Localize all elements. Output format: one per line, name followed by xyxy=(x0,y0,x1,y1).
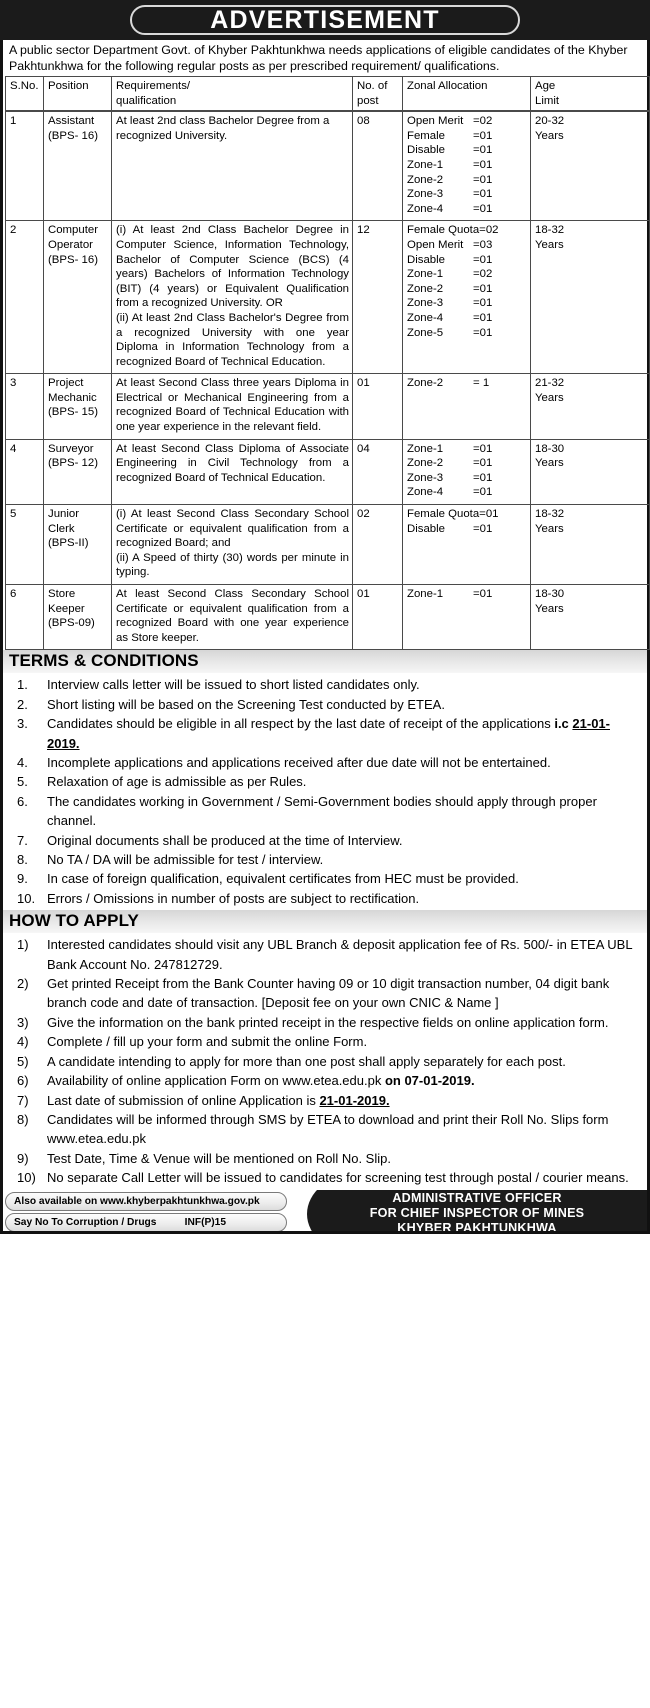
zonal-row xyxy=(407,442,527,457)
cell-age-limit xyxy=(531,111,650,221)
how-to-apply-item-number: 7) xyxy=(17,1092,29,1108)
cell-requirements xyxy=(112,111,353,221)
zonal-label: Disable xyxy=(407,253,445,266)
position-line: Clerk xyxy=(48,522,75,535)
cell-no-of-post: 12 xyxy=(353,221,403,374)
requirements-text: At least 2nd class Bachelor Degree from a recognized University. xyxy=(116,115,330,142)
terms-item xyxy=(9,889,639,908)
table-row xyxy=(6,374,650,439)
header-age-limit xyxy=(531,77,650,112)
table-row xyxy=(6,439,650,504)
how-to-apply-item-text: Complete / fill up your form and submit the online Form. xyxy=(47,1034,368,1050)
how-to-apply-title: HOW TO APPLY xyxy=(9,911,139,931)
zonal-row xyxy=(407,485,527,500)
zonal-value: =01 xyxy=(473,326,493,339)
zonal-label: Zone-4 xyxy=(407,311,444,324)
requirements-text-secondary: (ii) A Speed of thirty (30) words per minute in typing. xyxy=(116,551,349,579)
zonal-value: = 1 xyxy=(473,377,490,390)
terms-item-text: In case of foreign qualification, equivalent certificates from HEC must be provided. xyxy=(47,871,519,887)
zonal-row xyxy=(407,522,527,537)
position-line: Keeper xyxy=(48,602,85,615)
also-available-badge xyxy=(5,1192,287,1211)
intro-paragraph: A public sector Department Govt. of Khyber Pakhtunkhwa needs applications of eligible candidates of the Khyber Pakhtunkhwa for the following regular posts as per prescribed requirement/ qualifications. xyxy=(0,40,650,76)
cell-no-of-post: 08 xyxy=(353,111,403,221)
zonal-row xyxy=(407,282,527,297)
zonal-value: =01 xyxy=(473,297,493,310)
position-line: (BPS-II) xyxy=(48,537,89,550)
zonal-label: Female Quota=02 xyxy=(407,224,499,237)
zonal-row xyxy=(407,456,527,471)
zonal-value: =01 xyxy=(473,282,493,295)
position-line: Computer xyxy=(48,224,99,237)
position-line: Mechanic xyxy=(48,391,97,404)
say-no-text: Say No To Corruption / Drugs xyxy=(14,1216,157,1228)
requirements-text: At least Second Class Diploma of Associate Engineering in Civil Technology from a recognized Board of Technical Education. xyxy=(116,442,349,484)
age-line: 21-32 xyxy=(535,377,565,390)
zonal-label: Zone-1 xyxy=(407,442,444,455)
zonal-value: =02 xyxy=(473,268,493,281)
table-row xyxy=(6,585,650,650)
zonal-value: =01 xyxy=(473,253,493,266)
zonal-value: =01 xyxy=(473,129,493,142)
zonal-value: =01 xyxy=(473,311,493,324)
zonal-row xyxy=(407,296,527,311)
position-line: Assistant xyxy=(48,115,95,128)
terms-section-header xyxy=(0,650,650,673)
terms-item-emphasis: i.c xyxy=(554,716,573,732)
cell-age-limit xyxy=(531,505,650,585)
cell-age-limit xyxy=(531,221,650,374)
terms-item-number: 7. xyxy=(17,832,28,848)
cell-no-of-post: 04 xyxy=(353,439,403,504)
terms-item-number: 3. xyxy=(17,716,28,732)
zonal-label: Disable xyxy=(407,144,445,157)
zonal-value: =01 xyxy=(473,442,493,455)
zonal-label: Disable xyxy=(407,522,445,535)
age-line: 18-32 xyxy=(535,224,565,237)
banner-pill xyxy=(130,5,520,35)
cell-sno: 2 xyxy=(6,221,44,374)
table-row xyxy=(6,111,650,221)
position-line: Project xyxy=(48,377,84,390)
zonal-label: Zone-5 xyxy=(407,326,444,339)
jobs-table-wrapper xyxy=(0,76,650,650)
cell-requirements xyxy=(112,221,353,374)
cell-no-of-post: 02 xyxy=(353,505,403,585)
terms-item xyxy=(9,695,639,714)
header-requirements xyxy=(112,77,353,112)
zonal-row xyxy=(407,507,527,522)
requirements-text: (i) At least Second Class Secondary School Certificate or equivalent qualification from a recognized Board; and xyxy=(116,508,349,550)
terms-item xyxy=(9,831,639,850)
how-to-apply-item-date: 21-01-2019. xyxy=(319,1092,390,1108)
cell-sno: 6 xyxy=(6,585,44,650)
zonal-label: Open Merit xyxy=(407,115,464,128)
signature-line-3: KHYBER PAKHTUNKHWA xyxy=(397,1220,557,1234)
how-to-apply-item-number: 6) xyxy=(17,1073,29,1089)
zonal-label: Zone-1 xyxy=(407,158,444,171)
cell-zonal-allocation xyxy=(403,585,531,650)
page-footer xyxy=(0,1190,650,1234)
position-line: (BPS- 16) xyxy=(48,129,99,142)
terms-item xyxy=(9,753,639,772)
position-line: (BPS- 15) xyxy=(48,406,99,419)
cell-zonal-allocation xyxy=(403,439,531,504)
zonal-label: Female xyxy=(407,129,445,142)
how-to-apply-item-text: No separate Call Letter will be issued to candidates for screening test through postal / courier means. xyxy=(47,1170,629,1186)
zonal-row xyxy=(407,326,527,341)
zonal-row xyxy=(407,267,527,282)
zonal-value: =01 xyxy=(473,522,493,535)
table-row xyxy=(6,505,650,585)
how-to-apply-item xyxy=(9,1091,639,1110)
age-line: Years xyxy=(535,391,564,404)
how-to-apply-item xyxy=(9,1032,639,1051)
signature-block xyxy=(307,1190,647,1234)
cell-no-of-post: 01 xyxy=(353,374,403,439)
cell-age-limit xyxy=(531,439,650,504)
zonal-label: Zone-3 xyxy=(407,297,444,310)
zonal-label: Zone-3 xyxy=(407,471,444,484)
cell-position xyxy=(44,505,112,585)
advertisement-banner xyxy=(0,0,650,40)
terms-item-number: 5. xyxy=(17,774,28,790)
position-line: (BPS- 16) xyxy=(48,253,99,266)
cell-position xyxy=(44,439,112,504)
terms-item-number: 8. xyxy=(17,852,28,868)
terms-item-number: 2. xyxy=(17,696,28,712)
how-to-apply-item-text: Availability of online application Form on www.etea.edu.pk on 07-01-2019. xyxy=(47,1073,475,1089)
position-line: Store xyxy=(48,588,76,600)
how-to-apply-item xyxy=(9,1013,639,1032)
zonal-row xyxy=(407,202,527,217)
how-to-apply-item-text: Last date of submission of online Application is 21-01-2019. xyxy=(47,1092,390,1108)
cell-age-limit xyxy=(531,374,650,439)
how-to-apply-item-text: Interested candidates should visit any UBL Branch & deposit application fee of Rs. 500/- in ETEA UBL Bank Account No. 247812729. xyxy=(47,937,633,972)
terms-item-date: 21-01-2019. xyxy=(47,716,610,751)
signature-line-2: FOR CHIEF INSPECTOR OF MINES xyxy=(369,1205,585,1220)
how-to-apply-item xyxy=(9,1052,639,1071)
age-line: Years xyxy=(535,129,564,142)
how-to-apply-item xyxy=(9,935,639,974)
how-to-apply-item-text: A candidate intending to apply for more than one post shall apply separately for each post. xyxy=(47,1053,566,1069)
position-line: Operator xyxy=(48,238,93,251)
zonal-label: Zone-4 xyxy=(407,486,444,499)
cell-sno: 1 xyxy=(6,111,44,221)
how-to-apply-item xyxy=(9,1071,639,1090)
zonal-value: =01 xyxy=(473,173,493,186)
zonal-label: Zone-2 xyxy=(407,457,444,470)
terms-item-number: 1. xyxy=(17,677,28,693)
zonal-row xyxy=(407,173,527,188)
how-to-apply-item-emphasis: on 07-01-2019. xyxy=(384,1073,475,1089)
zonal-value: =01 xyxy=(473,471,493,484)
terms-item xyxy=(9,772,639,791)
terms-item-text: Interview calls letter will be issued to short listed candidates only. xyxy=(47,677,420,693)
zonal-label: Zone-4 xyxy=(407,202,444,215)
age-line: 20-32 xyxy=(535,115,565,128)
position-line: Surveyor xyxy=(48,442,94,455)
zonal-value: =01 xyxy=(473,486,493,499)
page-title: ADVERTISEMENT xyxy=(210,5,440,34)
how-to-apply-item-text: Get printed Receipt from the Bank Counter having 09 or 10 digit transaction number, 04 digit bank branch code and date of transaction. [Deposit fee on your own CNIC & Name ] xyxy=(47,976,610,1011)
how-to-apply-item-number: 8) xyxy=(17,1111,29,1127)
header-zonal-allocation: Zonal Allocation xyxy=(403,77,531,112)
zonal-row xyxy=(407,471,527,486)
zonal-value: =01 xyxy=(473,158,493,171)
cell-position xyxy=(44,111,112,221)
requirements-text: At least Second Class Secondary School Certificate or equivalent qualification from a recognized Board with one year experience as Store keeper. xyxy=(116,588,349,644)
terms-item xyxy=(9,792,639,831)
cell-requirements xyxy=(112,374,353,439)
age-line: 18-30 xyxy=(535,442,565,455)
terms-item xyxy=(9,869,639,888)
header-sno: S.No. xyxy=(6,77,44,112)
terms-title: TERMS & CONDITIONS xyxy=(9,651,199,671)
terms-item-number: 6. xyxy=(17,793,28,809)
zonal-label: Female Quota=01 xyxy=(407,508,499,521)
age-line: 18-30 xyxy=(535,588,565,600)
how-to-apply-item-number: 3) xyxy=(17,1014,29,1030)
terms-item-number: 9. xyxy=(17,871,28,887)
header-age-l2: Limit xyxy=(535,94,560,107)
zonal-label: Zone-3 xyxy=(407,188,444,201)
zonal-label: Zone-1 xyxy=(407,268,444,281)
zonal-value: =02 xyxy=(473,115,493,128)
zonal-label: Open Merit xyxy=(407,238,464,251)
terms-item-text: Original documents shall be produced at the time of Interview. xyxy=(47,832,403,848)
cell-position xyxy=(44,221,112,374)
say-no-badge xyxy=(5,1213,287,1232)
cell-requirements xyxy=(112,585,353,650)
cell-requirements xyxy=(112,505,353,585)
terms-item-text: Candidates should be eligible in all respect by the last date of receipt of the applications i.c 21-01-2019. xyxy=(47,716,610,751)
how-to-apply-item-text: Test Date, Time & Venue will be mentioned on Roll No. Slip. xyxy=(47,1150,391,1166)
how-to-apply-item xyxy=(9,1149,639,1168)
zonal-label: Zone-2 xyxy=(407,173,444,186)
terms-item-text: Incomplete applications and applications received after due date will not be entertained. xyxy=(47,755,551,770)
cell-position xyxy=(44,585,112,650)
requirements-text: (i) At least 2nd Class Bachelor Degree in Computer Science, Information Technology, Bachelor of Computer Science (BCS) (4 years) Bachelors of Information Technology (BIT) (4 years) or Equivalent Qualification from a recognized University. OR xyxy=(116,224,349,310)
how-to-apply-list xyxy=(0,933,650,1189)
zonal-value: =01 xyxy=(473,202,493,215)
cell-requirements xyxy=(112,439,353,504)
how-to-apply-item-number: 2) xyxy=(17,976,29,992)
terms-list xyxy=(0,673,650,910)
requirements-text: At least Second Class three years Diploma in Electrical or Mechanical Engineering from a recognized Board of Technical Education with one year experience in the relevant field. xyxy=(116,377,349,434)
header-position: Position xyxy=(44,77,112,112)
zonal-row xyxy=(407,223,527,238)
header-no-of-post xyxy=(353,77,403,112)
zonal-row xyxy=(407,158,527,173)
requirements-text-secondary: (ii) At least 2nd Class Bachelor's Degree from a recognized University with one year Diploma in Information Technology from a recognized Board of Technical Education. xyxy=(116,311,349,368)
cell-sno: 3 xyxy=(6,374,44,439)
header-requirements-l1: Requirements/ xyxy=(116,80,191,92)
zonal-row xyxy=(407,587,527,602)
terms-item-text: No TA / DA will be admissible for test / interview. xyxy=(47,852,324,868)
header-requirements-l2: qualification xyxy=(116,94,177,107)
signature-line-1: ADMINISTRATIVE OFFICER xyxy=(392,1190,562,1205)
how-to-apply-item xyxy=(9,974,639,1013)
terms-item xyxy=(9,714,639,753)
position-line: (BPS- 12) xyxy=(48,457,99,470)
cell-age-limit xyxy=(531,585,650,650)
age-line: 18-32 xyxy=(535,508,565,521)
zonal-value: =01 xyxy=(473,188,493,201)
inf-code: INF(P)15 xyxy=(184,1216,226,1228)
zonal-value: =03 xyxy=(473,238,493,251)
age-line: Years xyxy=(535,238,564,251)
zonal-row xyxy=(407,311,527,326)
zonal-value: =01 xyxy=(473,588,493,600)
cell-zonal-allocation xyxy=(403,221,531,374)
terms-item-text: Relaxation of age is admissible as per Rules. xyxy=(47,774,307,790)
how-to-apply-item-number: 5) xyxy=(17,1053,29,1069)
age-line: Years xyxy=(535,602,564,615)
terms-item xyxy=(9,850,639,869)
table-row xyxy=(6,221,650,374)
also-available-text: Also available on www.khyberpakhtunkhwa.gov.pk xyxy=(14,1195,260,1207)
how-to-apply-item xyxy=(9,1168,639,1187)
age-line: Years xyxy=(535,457,564,470)
terms-item-text: The candidates working in Government / Semi-Government bodies should apply through proper channel. xyxy=(47,793,597,829)
cell-sno: 5 xyxy=(6,505,44,585)
header-no-of-post-l1: No. of xyxy=(357,80,388,92)
terms-item-text: Short listing will be based on the Screening Test conducted by ETEA. xyxy=(47,696,445,712)
age-line: Years xyxy=(535,522,564,535)
how-to-apply-item-text: Give the information on the bank printed receipt in the respective fields on online application form. xyxy=(47,1014,609,1030)
position-line: (BPS-09) xyxy=(48,617,95,630)
cell-no-of-post: 01 xyxy=(353,585,403,650)
zonal-row xyxy=(407,253,527,268)
jobs-table xyxy=(5,76,650,650)
how-to-apply-item xyxy=(9,1110,639,1149)
cell-sno: 4 xyxy=(6,439,44,504)
how-to-apply-section-header xyxy=(0,910,650,933)
zonal-row xyxy=(407,238,527,253)
cell-position xyxy=(44,374,112,439)
zonal-row xyxy=(407,143,527,158)
header-age-l1: Age xyxy=(535,80,556,92)
zonal-label: Zone-1 xyxy=(407,588,444,600)
zonal-value: =01 xyxy=(473,457,493,470)
header-no-of-post-l2: post xyxy=(357,94,379,107)
zonal-value: =01 xyxy=(473,144,493,157)
zonal-row xyxy=(407,376,527,391)
cell-zonal-allocation xyxy=(403,111,531,221)
table-header-row xyxy=(6,77,650,112)
how-to-apply-item-number: 9) xyxy=(17,1150,29,1166)
terms-item-text: Errors / Omissions in number of posts are subject to rectification. xyxy=(47,890,420,906)
how-to-apply-item-text: Candidates will be informed through SMS by ETEA to download and print their Roll No. Slips form www.etea.edu.pk xyxy=(47,1111,609,1147)
terms-item xyxy=(9,675,639,694)
cell-zonal-allocation xyxy=(403,505,531,585)
how-to-apply-item-number: 10) xyxy=(17,1170,36,1186)
terms-item-number: 10. xyxy=(17,890,36,906)
zonal-row xyxy=(407,187,527,202)
zonal-row xyxy=(407,114,527,129)
how-to-apply-item-number: 4) xyxy=(17,1034,29,1050)
zonal-label: Zone-2 xyxy=(407,282,444,295)
zonal-label: Zone-2 xyxy=(407,377,444,390)
how-to-apply-item-number: 1) xyxy=(17,937,29,953)
cell-zonal-allocation xyxy=(403,374,531,439)
position-line: Junior xyxy=(48,508,80,521)
zonal-row xyxy=(407,129,527,144)
terms-item-number: 4. xyxy=(17,755,28,770)
